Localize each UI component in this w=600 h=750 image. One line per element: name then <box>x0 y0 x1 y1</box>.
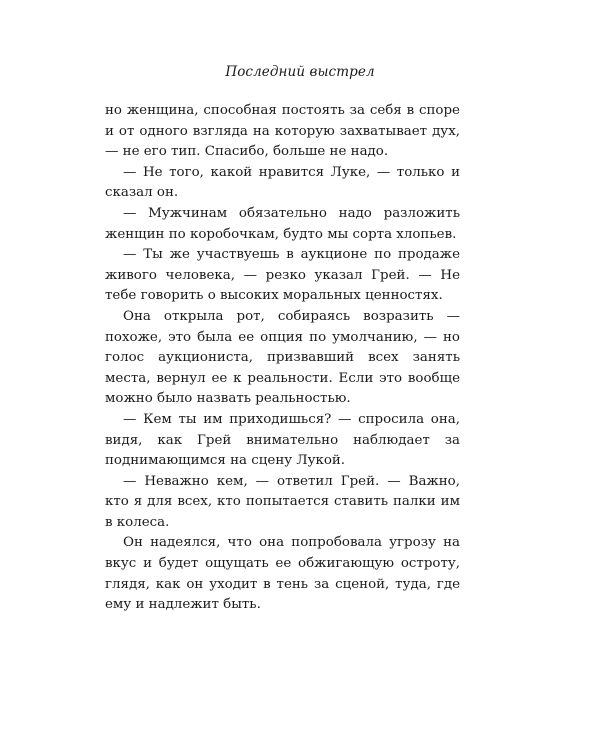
paragraph: — Мужчинам обязательно надо разложить женщин по коробочкам, будто мы сорта хлопьев. <box>105 205 460 242</box>
paragraph: — Кем ты им приходишься? — спросила она, видя, как Грей внимательно наблюдает за поднимающимся на сцену Лукой. <box>105 411 460 469</box>
paragraph: — Ты же участвуешь в аукционе по продаже живого человека, — резко указал Грей. — Не тебе говорить о высоких моральных ценностях. <box>105 247 460 304</box>
paragraph: — Не того, какой нравится Луке, — только и сказал он. <box>105 164 460 201</box>
paragraph: Он надеялся, что она попробовала угрозу на вкус и будет ощущать ее обжигающую остроту, глядя, как он уходит в тень за сценой, туда, где ему и надлежит быть. <box>105 535 460 613</box>
paragraph: Она открыла рот, собираясь возразить — похоже, это была ее опция по умолчанию, — но голос аукциониста, призвавший всех занять места, вернул ее к реальности. Если это вообще можно было назвать реальностью. <box>105 308 460 407</box>
paragraph: — Неважно кем, — ответил Грей. — Важно, кто я для всех, кто попытается ставить палки им в колеса. <box>105 473 460 530</box>
body-text <box>105 101 460 616</box>
paragraph: но женщина, способная постоять за себя в споре и от одного взгляда на которую захватывает дух, — не его тип. Спасибо, больше не надо. <box>105 103 460 160</box>
running-header: Последний выстрел <box>225 64 375 80</box>
